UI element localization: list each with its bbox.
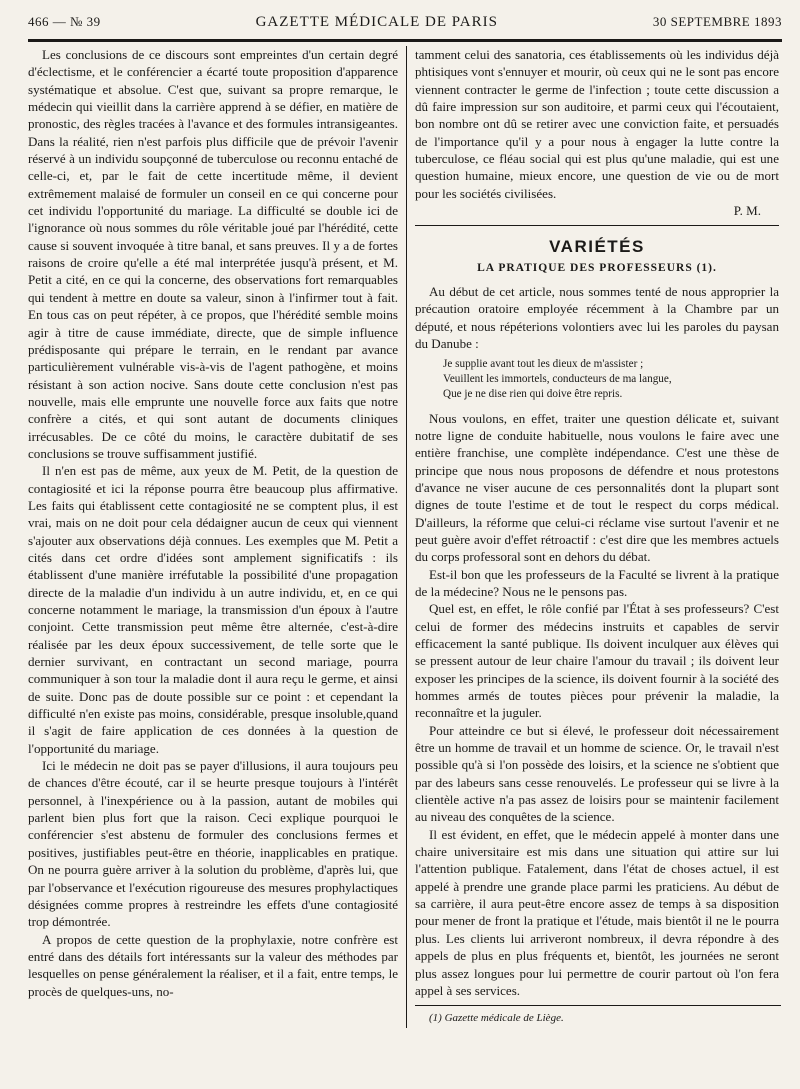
paragraph: Pour atteindre ce but si élevé, le professeur doit nécessairement être un homme de travail et un homme de science. Or, le travail n'est possible qu'à si l'on possède des loisirs, et la science ne s'obtient que par des labeurs sans cesse renouvelés. Le professeur qui se livre à la clientèle active n'a pas assez de loisirs pour se maintenir facilement au niveau des conquêtes de la science. — [415, 722, 779, 825]
verse-line: Je supplie avant tout les dieux de m'assister ; — [443, 357, 644, 370]
issue-date: 30 SEPTEMBRE 1893 — [652, 14, 782, 29]
paragraph: Il est évident, en effet, que le médecin appelé à monter dans une chaire universitaire est mis dans une situation qui attire sur lui l'attention publique. Fatalement, dans l'état de choses actuel, il est appelé à prendre une grande place parmi les praticiens. Au début de sa carrière, il aura peut-être encore assez de temps à sa disposition pour mener de front la pratique et l'étude, mais bientôt il ne le pourra plus. Les clients lui arriveront nombreux, il devra répondre à des appels de plus en plus fréquents et, bientôt, les journées ne seront plus assez longues pour lui permettre de courir partout où l'on fera appel à ses services. — [415, 826, 779, 998]
paragraph: Ici le médecin ne doit pas se payer d'illusions, il aura toujours peu de chances d'être écouté, car il se heurte presque toujours à l'intérêt personnel, à l'inexpérience ou à la passion, autant de mobiles qui parlent bien plus fort que la raison. Ceci explique pourquoi le conférencier s'est abstenu de formuler des conclusions fermes et positives, justifiables peut-être en théorie, inapplicables en pratique. On ne pourra guère arriver à la solution du problème, d'après lui, que par l'observance et l'exécution rigoureuse des mesures prophylactiques désignées comme propres à restreindre les effets d'une contagiosité trop démontrée. — [28, 758, 398, 930]
signature: P. M. — [733, 203, 761, 219]
right-column — [406, 46, 779, 1028]
verse-line: Que je ne dise rien qui doive être repris. — [443, 387, 623, 400]
paragraph: A propos de cette question de la prophylaxie, notre confrère est entré dans des détails fort intéressants sur la valeur des méthodes par lesquelles on pense généralement la réaliser, et il a fait, entre temps, le procès de quelques-uns, no- — [28, 931, 398, 999]
paragraph: tamment celui des sanatoria, ces établissements où les individus déjà phtisiques vont s'ennuyer et mourir, où ceux qui ne le sont pas encore viennent contracter le germe de l'infection ; toute cette discussion a dû faire impression sur son auditoire, et parmi ceux qui l'écoutaient, bon nombre ont dû se retirer avec une conviction faite, et persuadés de l'importance qu'il y a pour nous à engager la lutte contre la tuberculose, ce fléau social qui est plus qu'une maladie, qui est une question humaine, mieux encore, une question de vie ou de mort pour les sociétés civilisées. — [415, 47, 779, 201]
paragraph: Les conclusions de ce discours sont empreintes d'un certain degré d'éclectisme, et le conférencier a écarté toute proposition d'apparence systématique et absolue. C'est que, suivant sa propre remarque, le médecin qui vieillit dans la carrière apprend à se défier, en matière de pronostic, des règles tracées à l'avance et des formules intransigeantes. Dans la réalité, rien n'est parfois plus difficile que de prévoir l'avenir réservé à un individu soupçonné de tuberculose ou reconnu entaché de celle-ci, et, par le fait de cette incertitude même, il devient extrêmement malaisé de formuler un conseil en ce qui concerne pour cet individu l'opportunité du mariage. La difficulté se double ici de l'ignorance où nous sommes du rôle véritable joué par l'hérédité, cette cause si souvent invoquée à titre banal, et sans preuves. Il y a de fortes raisons de croire qu'elle a été mal interprétée jusqu'à présent, et M. Petit a cité, en ce qui la concerne, des observations fort remarquables qui tendent à mettre en doute sa valeur, sinon à l'infirmer tout à fait. En tous cas on peut répéter, à ce propos, que l'hérédité semble moins agir à titre de cause immédiate, directe, que de simple influence prédisposante qui prépare le terrain, en le rendant par avance particulièrement vulnérable vis-à-vis de l'agent pathogène, et moins résistant à son action nocive. Sans doute cette conclusion n'est pas nouvelle, mais elle emprunte une nouvelle force aux faits que notre confrère a cités, et qui sont autant de documents cliniques irrécusables. De ce côté du moins, le caractère dubitatif de ses conclusions se trouve suffisamment justifié. — [28, 47, 398, 461]
paragraph: Au début de cet article, nous sommes tenté de nous approprier la précaution oratoire employée récemment à la Chambre par un député, et nous répéterions volontiers avec lui les paroles du paysan du Danube : — [415, 284, 779, 352]
page-number: 466 — № 39 — [28, 14, 101, 29]
article-title: LA PRATIQUE DES PROFESSEURS (1). — [477, 261, 717, 274]
paragraph: Nous voulons, en effet, traiter une question délicate et, suivant notre ligne de conduite habituelle, nous voulons le faire avec une entière franchise, une complète indépendance. C'est une thèse de principe que nous nous proposons de défendre et nous protestons d'avance ne viser aucune de ces personnalités dont la plupart sont dignes de toute l'estime et de tout le respect du corps médical. D'ailleurs, la réforme que celui-ci réclame vise surtout l'avenir et ne peut guère avoir d'effet rétroactif : c'est dire que les membres actuels du corps professoral sont en dehors du débat. — [415, 410, 779, 565]
quoted-verse — [443, 357, 779, 402]
article-columns — [28, 46, 782, 1028]
footnote-rule — [415, 1005, 781, 1006]
footnote: (1) Gazette médicale de Liège. — [429, 1012, 564, 1025]
section-separator — [415, 225, 779, 226]
header-rule — [28, 39, 782, 42]
section-title: VARIÉTÉS — [549, 237, 645, 257]
left-column — [28, 46, 406, 1028]
journal-title: GAZETTE MÉDICALE DE PARIS — [255, 14, 498, 30]
paragraph: Quel est, en effet, le rôle confié par l'État à ses professeurs? C'est celui de former des médecins instruits et capables de servir efficacement la santé publique. Ils doivent inculquer aux élèves qui se pressent autour de leur chaire l'amour du travail ; ils doivent leur exposer les principes de la science, ils doivent fournir à la société des hommes armés de toutes pièces pour prévenir la maladie, la reconnaître et la juguler. — [415, 601, 779, 721]
paragraph: Est-il bon que les professeurs de la Faculté se livrent à la pratique de la médecine? Nous ne le pensons pas. — [415, 566, 779, 599]
verse-line: Veuillent les immortels, conducteurs de ma langue, — [443, 372, 672, 385]
paragraph: Il n'en est pas de même, aux yeux de M. Petit, de la question de contagiosité et ici la réponse pourra être beaucoup plus affirmative. Les faits qui établissent cette contagiosité ne se comptent plus, il est vrai, mais on ne doit pour cela dédaigner aucun de ceux qui viennent s'ajouter aux observations déjà connues. Les exemples que M. Petit a cités dans cet ordre d'idées sont amplement significatifs : ils établissent d'une manière irréfutable la possibilité d'une propagation directe de la maladie d'un individu à un autre individu, et, en ce qui concerne notamment le mariage, la transmission d'un époux à l'autre conjoint. Cette transmission peut même être alternée, c'est-à-dire réalisée par les deux époux successivement, de telle sorte que le dernier survivant, en contractant un second mariage, pourra communiquer à son tour la maladie dont il aura reçu le germe, et ainsi de suite. Donc pas de doute possible sur ce point : et cependant la difficulté n'en existe pas moins, considérable, presque insoluble,quand il s'agit de faire application de ces données à la question de l'opportunité du mariage. — [28, 463, 398, 756]
page-header — [28, 14, 782, 36]
